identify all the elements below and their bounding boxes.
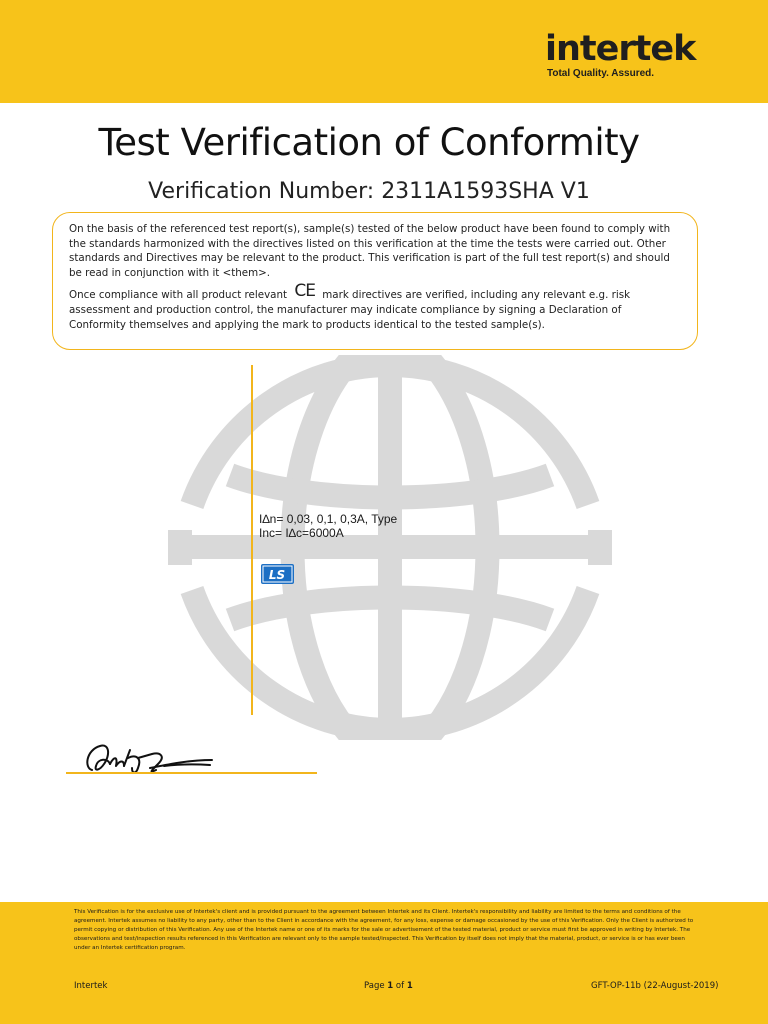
verification-value: 2311A1593SHA V1 [381,179,590,204]
notice-p2-after: mark directives are verified, including any relevant e.g. risk assessment and production control, the manufacturer may indicate compliance by signing a Declaration of Conformity themselves and applying the mark to products identical to the tested sample(s). [69,289,631,331]
page-title: Test Verification of Conformity [98,121,640,164]
notice-p2-before: Once compliance with all product relevant [69,289,288,302]
notice-paragraph-1: On the basis of the referenced test report(s), sample(s) tested of the below product have been found to comply with the standards harmonized with the directives listed on this verification at the time the tests were carried out. Other standards and Directives may be relevant to the product. This verification is part of the full test report(s) and should be read in conjunction with it <them>. [69,223,671,279]
footer-form-code: GFT-OP-11b (22-August-2019) [591,981,719,991]
verification-label: Verification Number: [148,179,375,204]
rating-line-1: I∆n= 0,03, 0,1, 0,3A, Type [259,512,398,526]
ls-logo-icon [261,564,294,584]
footer-disclaimer: This Verification is for the exclusive use of Intertek's client and is provided pursuant to the agreement between Intertek and its Client. Intertek's responsibility and liability are limited to the terms and conditions of the agreement. Intertek assumes no liability to any party, other than to the Client in accordance with the agreement, for any loss, expense or damage occasioned by the use of this Verification. Only the Client is authorized to permit copying or distribution of this Verification. Any use of the Intertek name or one of its marks for the sale or advertisement of the tested material, product or service must first be approved in writing by Intertek. The observations and test/inspection results referenced in this Verification are relevant only to the sample tested/inspected. This Verification by itself does not imply that the material, product, or service is or has ever been under an Intertek certification program. [74,909,694,951]
notice-paragraph-2 [69,281,681,332]
verification-number [0,179,738,204]
page-word: Page [364,981,385,991]
conformity-notice [52,212,698,350]
signature-line [66,772,317,774]
page-total: 1 [406,981,413,991]
signature-icon [80,738,220,780]
intertek-logo [545,30,705,86]
globe-watermark-icon [160,355,620,740]
footer-page-number [364,981,413,991]
logo-tagline: Total Quality. Assured. [547,68,655,79]
page-of: of [395,981,405,991]
footer-company: Intertek [74,981,108,991]
vertical-divider [251,365,253,715]
ls-logo-text: LS [268,568,286,582]
rating-line-2: Inc= I∆c=6000A [259,526,344,540]
ce-mark-icon: CE [294,281,315,302]
page-current: 1 [387,981,394,991]
logo-word: intertek [545,29,696,69]
